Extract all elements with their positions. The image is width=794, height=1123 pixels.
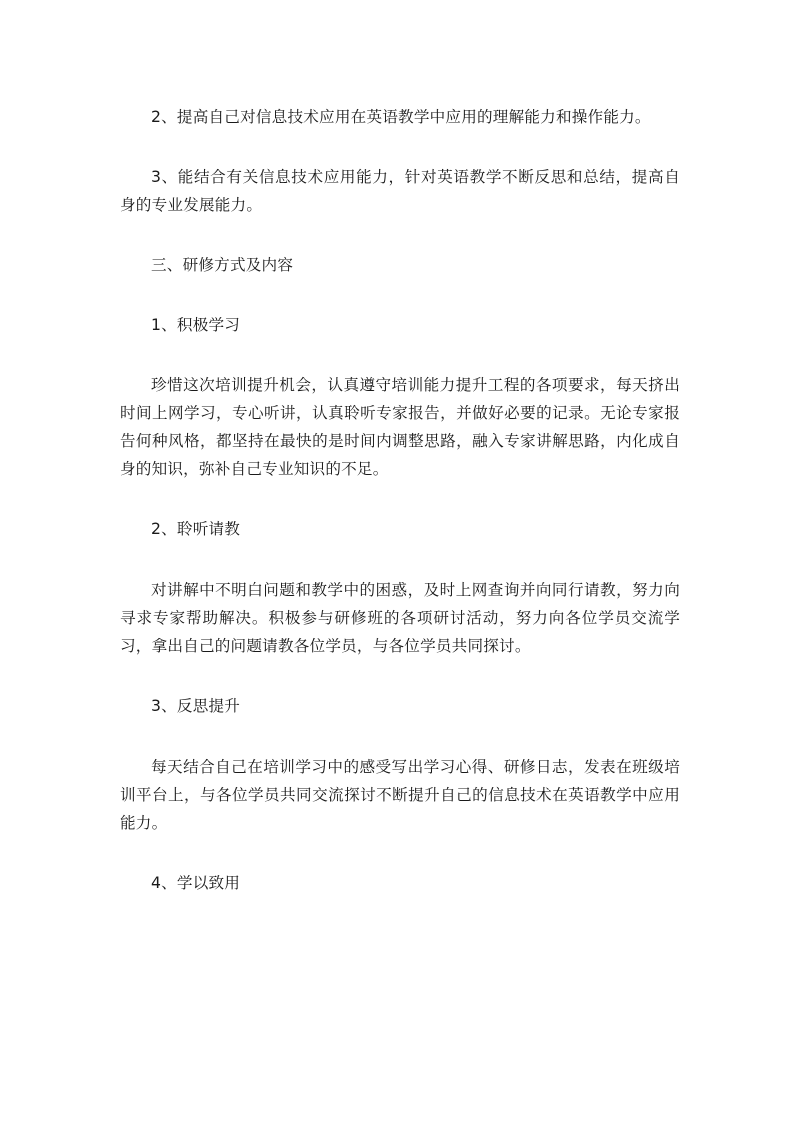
paragraph-goal-3: 3、能结合有关信息技术应用能力，针对英语教学不断反思和总结，提高自身的专业发展能力。 [120, 168, 680, 214]
paragraph-goal-2: 2、提高自己对信息技术应用在英语教学中应用的理解能力和操作能力。 [151, 108, 651, 126]
subheading-listen-consult: 2、聆听请教 [151, 520, 241, 538]
subheading-apply-learning: 4、学以致用 [151, 874, 241, 892]
subheading-active-learning: 1、积极学习 [151, 316, 241, 334]
document-body [120, 103, 680, 897]
subheading-reflection: 3、反思提升 [151, 697, 241, 715]
paragraph-listen-consult: 对讲解中不明白问题和教学中的困惑，及时上网查询并向同行请教，努力向寻求专家帮助解决。积极参与研修班的各项研讨活动，努力向各位学员交流学习，拿出自己的问题请教各位学员，与各位学员共同探讨。 [120, 581, 680, 655]
paragraph-active-learning: 珍惜这次培训提升机会，认真遵守培训能力提升工程的各项要求，每天挤出时间上网学习，专心听讲，认真聆听专家报告，并做好必要的记录。无论专家报告何种风格，都坚持在最快的是时间内调整思路，融入专家讲解思路，内化成自身的知识，弥补自己专业知识的不足。 [120, 376, 680, 478]
section-heading-methods: 三、研修方式及内容 [151, 256, 294, 274]
paragraph-reflection: 每天结合自己在培训学习中的感受写出学习心得、研修日志，发表在班级培训平台上，与各位学员共同交流探讨不断提升自己的信息技术在英语教学中应用能力。 [120, 758, 680, 832]
